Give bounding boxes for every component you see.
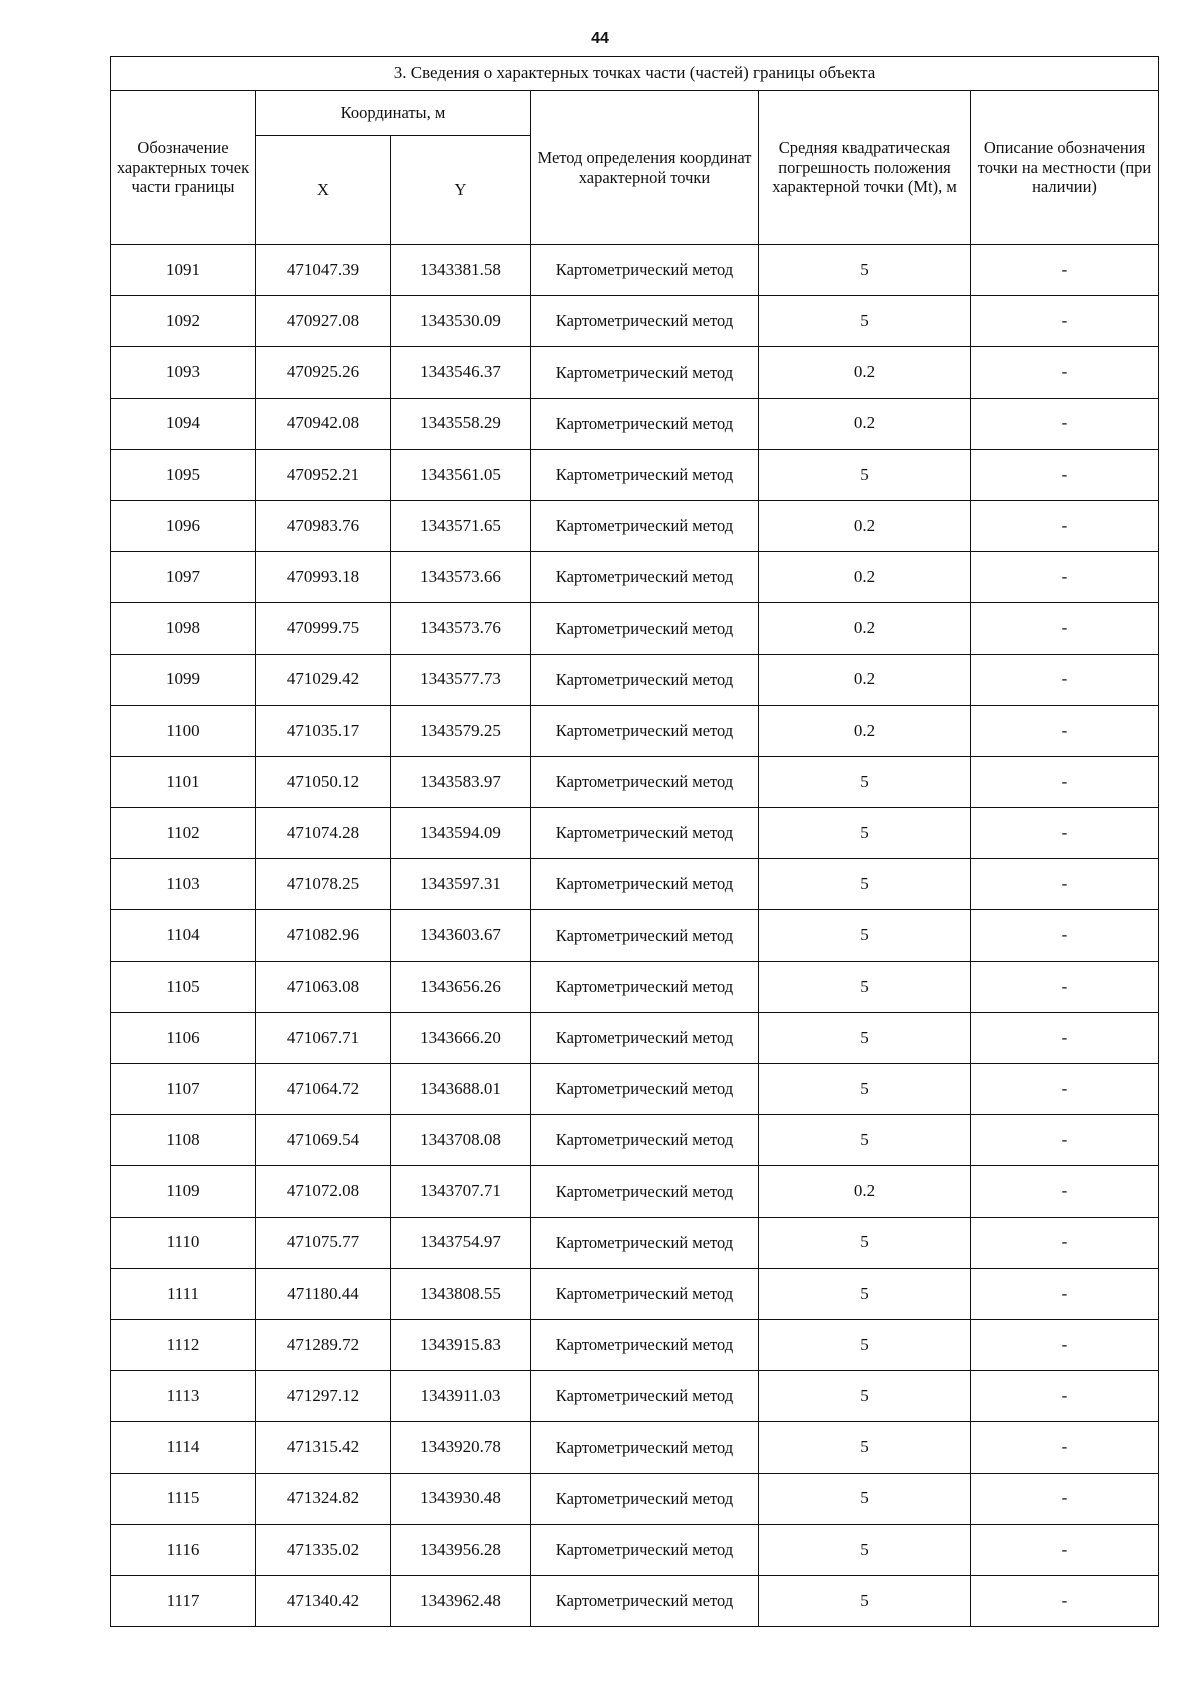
cell-method: Картометрический метод [531,552,759,603]
cell-y: 1343754.97 [391,1217,531,1268]
cell-x: 471069.54 [256,1115,391,1166]
cell-method: Картометрический метод [531,910,759,961]
cell-y: 1343558.29 [391,398,531,449]
page-number: 44 [591,30,609,47]
cell-point-id: 1095 [111,449,256,500]
points-table [110,56,1159,1627]
header-description: Описание обозначения точки на местности (при наличии) [971,91,1159,245]
table-row [111,500,1159,551]
cell-y: 1343573.76 [391,603,531,654]
cell-method: Картометрический метод [531,756,759,807]
cell-description: - [971,808,1159,859]
cell-point-id: 1110 [111,1217,256,1268]
cell-y: 1343656.26 [391,961,531,1012]
cell-y: 1343530.09 [391,296,531,347]
cell-y: 1343577.73 [391,654,531,705]
cell-description: - [971,245,1159,296]
table-title: 3. Сведения о характерных точках части (частей) границы объекта [111,57,1159,91]
table-row [111,1166,1159,1217]
cell-error: 5 [759,1473,971,1524]
table-row [111,347,1159,398]
cell-error: 5 [759,1422,971,1473]
cell-method: Картометрический метод [531,1422,759,1473]
cell-method: Картометрический метод [531,1371,759,1422]
table-row [111,1575,1159,1626]
cell-description: - [971,654,1159,705]
cell-point-id: 1094 [111,398,256,449]
cell-y: 1343956.28 [391,1524,531,1575]
cell-error: 5 [759,756,971,807]
cell-x: 471072.08 [256,1166,391,1217]
cell-point-id: 1099 [111,654,256,705]
cell-error: 0.2 [759,398,971,449]
table-row [111,296,1159,347]
table-row [111,1473,1159,1524]
table-row [111,1268,1159,1319]
cell-x: 471075.77 [256,1217,391,1268]
cell-error: 5 [759,1012,971,1063]
cell-y: 1343962.48 [391,1575,531,1626]
cell-point-id: 1096 [111,500,256,551]
cell-method: Картометрический метод [531,961,759,1012]
cell-y: 1343915.83 [391,1319,531,1370]
cell-error: 0.2 [759,705,971,756]
cell-x: 471050.12 [256,756,391,807]
cell-point-id: 1106 [111,1012,256,1063]
cell-description: - [971,1319,1159,1370]
cell-point-id: 1113 [111,1371,256,1422]
cell-point-id: 1103 [111,859,256,910]
header-x: X [256,136,391,245]
cell-x: 471063.08 [256,961,391,1012]
header-error: Средняя квадратическая погрешность положения характерной точки (Mt), м [759,91,971,245]
cell-x: 470927.08 [256,296,391,347]
cell-point-id: 1117 [111,1575,256,1626]
cell-description: - [971,1115,1159,1166]
cell-x: 471067.71 [256,1012,391,1063]
cell-point-id: 1105 [111,961,256,1012]
cell-y: 1343579.25 [391,705,531,756]
cell-description: - [971,1473,1159,1524]
cell-error: 0.2 [759,552,971,603]
cell-description: - [971,552,1159,603]
cell-method: Картометрический метод [531,1166,759,1217]
cell-x: 471064.72 [256,1064,391,1115]
cell-description: - [971,1166,1159,1217]
cell-y: 1343666.20 [391,1012,531,1063]
header-y: Y [391,136,531,245]
cell-x: 470993.18 [256,552,391,603]
cell-description: - [971,756,1159,807]
cell-point-id: 1102 [111,808,256,859]
cell-error: 5 [759,910,971,961]
cell-y: 1343707.71 [391,1166,531,1217]
table-row [111,1217,1159,1268]
cell-error: 0.2 [759,1166,971,1217]
cell-description: - [971,1268,1159,1319]
table-row [111,961,1159,1012]
cell-method: Картометрический метод [531,859,759,910]
cell-error: 5 [759,1319,971,1370]
cell-point-id: 1107 [111,1064,256,1115]
table-row [111,705,1159,756]
cell-y: 1343688.01 [391,1064,531,1115]
cell-method: Картометрический метод [531,1575,759,1626]
cell-error: 5 [759,1115,971,1166]
cell-description: - [971,961,1159,1012]
cell-description: - [971,398,1159,449]
cell-error: 5 [759,961,971,1012]
table-row [111,449,1159,500]
cell-description: - [971,910,1159,961]
table-row [111,398,1159,449]
cell-x: 471074.28 [256,808,391,859]
cell-point-id: 1091 [111,245,256,296]
cell-point-id: 1097 [111,552,256,603]
cell-method: Картометрический метод [531,705,759,756]
cell-point-id: 1116 [111,1524,256,1575]
table-row [111,1115,1159,1166]
cell-y: 1343571.65 [391,500,531,551]
cell-method: Картометрический метод [531,603,759,654]
cell-x: 470942.08 [256,398,391,449]
table-row [111,1524,1159,1575]
cell-point-id: 1104 [111,910,256,961]
cell-error: 5 [759,1524,971,1575]
cell-x: 471297.12 [256,1371,391,1422]
cell-point-id: 1109 [111,1166,256,1217]
cell-x: 470952.21 [256,449,391,500]
table-body [111,245,1159,1627]
cell-description: - [971,347,1159,398]
header-method: Метод определения координат характерной точки [531,91,759,245]
cell-description: - [971,1422,1159,1473]
table-row [111,1012,1159,1063]
cell-method: Картометрический метод [531,808,759,859]
cell-description: - [971,1524,1159,1575]
header-coordinates: Координаты, м [256,91,531,136]
cell-point-id: 1101 [111,756,256,807]
cell-y: 1343603.67 [391,910,531,961]
cell-y: 1343597.31 [391,859,531,910]
cell-method: Картометрический метод [531,398,759,449]
cell-y: 1343546.37 [391,347,531,398]
cell-x: 470999.75 [256,603,391,654]
cell-method: Картометрический метод [531,1115,759,1166]
cell-description: - [971,449,1159,500]
cell-error: 0.2 [759,347,971,398]
cell-x: 471289.72 [256,1319,391,1370]
table-row [111,756,1159,807]
cell-method: Картометрический метод [531,449,759,500]
cell-description: - [971,1012,1159,1063]
cell-y: 1343911.03 [391,1371,531,1422]
cell-y: 1343708.08 [391,1115,531,1166]
cell-error: 5 [759,1217,971,1268]
cell-error: 5 [759,808,971,859]
cell-error: 5 [759,1575,971,1626]
cell-x: 471180.44 [256,1268,391,1319]
table-row [111,654,1159,705]
cell-method: Картометрический метод [531,347,759,398]
cell-point-id: 1115 [111,1473,256,1524]
cell-method: Картометрический метод [531,1268,759,1319]
table-row [111,1371,1159,1422]
table-row [111,1064,1159,1115]
cell-description: - [971,859,1159,910]
cell-point-id: 1112 [111,1319,256,1370]
cell-point-id: 1093 [111,347,256,398]
table-row [111,808,1159,859]
cell-point-id: 1114 [111,1422,256,1473]
cell-x: 471029.42 [256,654,391,705]
cell-method: Картометрический метод [531,1012,759,1063]
cell-x: 471335.02 [256,1524,391,1575]
cell-method: Картометрический метод [531,245,759,296]
cell-method: Картометрический метод [531,500,759,551]
cell-description: - [971,603,1159,654]
cell-x: 470925.26 [256,347,391,398]
cell-error: 0.2 [759,603,971,654]
cell-x: 471047.39 [256,245,391,296]
header-designation: Обозначение характерных точек части границы [111,91,256,245]
cell-error: 5 [759,296,971,347]
cell-point-id: 1100 [111,705,256,756]
cell-method: Картометрический метод [531,1319,759,1370]
cell-method: Картометрический метод [531,1064,759,1115]
cell-description: - [971,1575,1159,1626]
cell-y: 1343381.58 [391,245,531,296]
cell-method: Картометрический метод [531,1524,759,1575]
cell-description: - [971,1217,1159,1268]
cell-y: 1343808.55 [391,1268,531,1319]
cell-method: Картометрический метод [531,1473,759,1524]
table-row [111,1422,1159,1473]
table-row [111,552,1159,603]
cell-x: 471324.82 [256,1473,391,1524]
cell-error: 5 [759,1371,971,1422]
cell-method: Картометрический метод [531,296,759,347]
cell-x: 470983.76 [256,500,391,551]
cell-y: 1343930.48 [391,1473,531,1524]
table-row [111,603,1159,654]
cell-error: 5 [759,1064,971,1115]
table-row [111,245,1159,296]
cell-method: Картометрический метод [531,654,759,705]
cell-y: 1343920.78 [391,1422,531,1473]
cell-description: - [971,500,1159,551]
cell-description: - [971,705,1159,756]
cell-description: - [971,1064,1159,1115]
cell-point-id: 1108 [111,1115,256,1166]
cell-y: 1343583.97 [391,756,531,807]
table-row [111,1319,1159,1370]
cell-y: 1343594.09 [391,808,531,859]
cell-error: 5 [759,245,971,296]
table-row [111,859,1159,910]
cell-error: 0.2 [759,500,971,551]
cell-description: - [971,296,1159,347]
cell-description: - [971,1371,1159,1422]
cell-x: 471340.42 [256,1575,391,1626]
cell-x: 471035.17 [256,705,391,756]
cell-y: 1343561.05 [391,449,531,500]
cell-error: 5 [759,449,971,500]
table-row [111,910,1159,961]
cell-x: 471315.42 [256,1422,391,1473]
cell-x: 471078.25 [256,859,391,910]
cell-method: Картометрический метод [531,1217,759,1268]
cell-y: 1343573.66 [391,552,531,603]
cell-error: 5 [759,1268,971,1319]
cell-error: 5 [759,859,971,910]
cell-point-id: 1098 [111,603,256,654]
cell-point-id: 1092 [111,296,256,347]
cell-error: 0.2 [759,654,971,705]
cell-x: 471082.96 [256,910,391,961]
cell-point-id: 1111 [111,1268,256,1319]
